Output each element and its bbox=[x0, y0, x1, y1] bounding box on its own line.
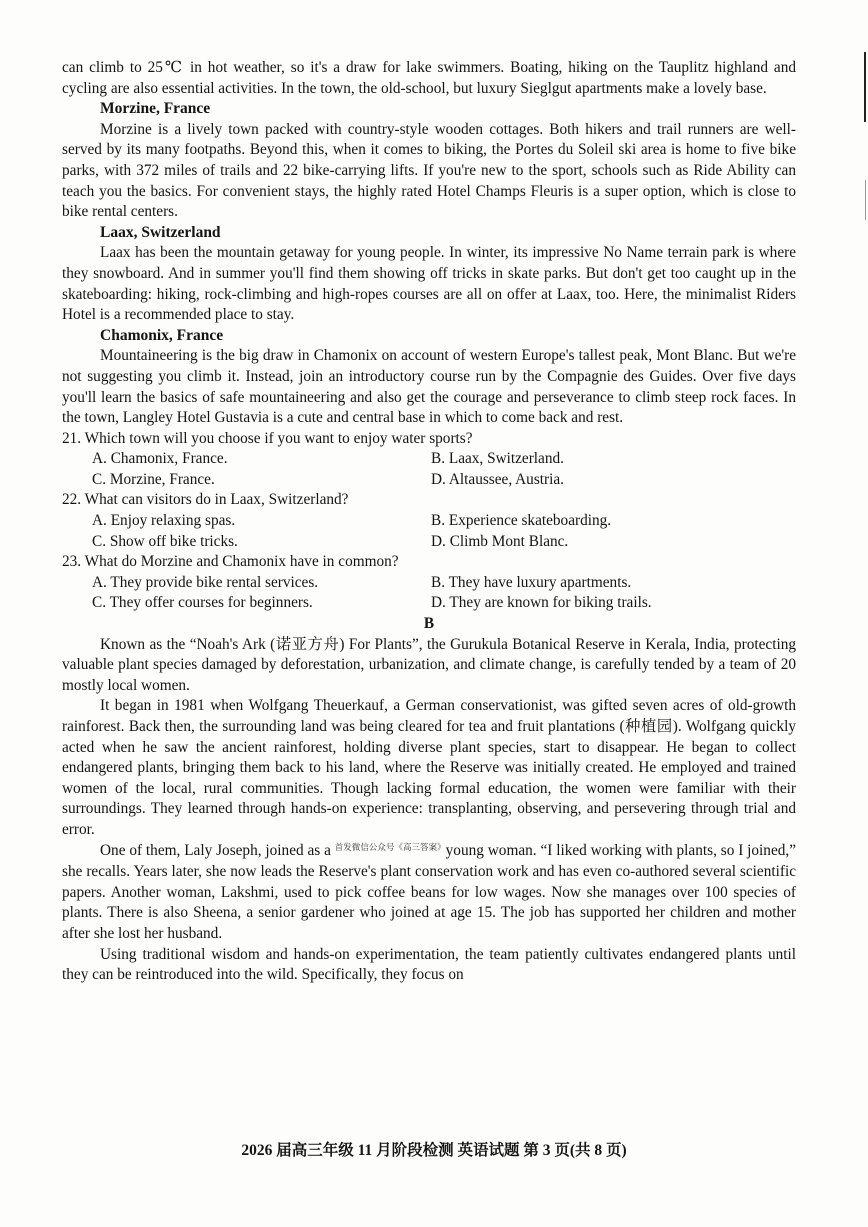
paragraph-text: One of them, Laly Joseph, joined as a bbox=[100, 841, 335, 859]
page-footer: 2026 届高三年级 11 月阶段检测 英语试题 第 3 页(共 8 页) bbox=[241, 1142, 627, 1159]
paragraph-chamonix: Mountaineering is the big draw in Chamonix on account of western Europe's tallest peak, Mont Blanc. But we're not suggesting you climb it. Instead, join an introductory course run by the Compagnie des Guides. Over five days you'll learn the basics of safe mountaineering and also get the courage and perseverance to climb steep rock faces. In the town, Langley Hotel Gustavia is a cute and central base in which to come back and rest. bbox=[62, 347, 796, 427]
heading-morzine: Morzine, France bbox=[100, 100, 211, 118]
passage-b-paragraph-3 bbox=[62, 841, 796, 945]
option-a: A. Chamonix, France. bbox=[92, 450, 228, 468]
question-stem: 22. What can visitors do in Laax, Switzerland? bbox=[62, 491, 349, 509]
options bbox=[62, 449, 796, 490]
options bbox=[62, 511, 796, 552]
option-a: A. They provide bike rental services. bbox=[92, 573, 319, 591]
paragraph-laax: Laax has been the mountain getaway for young people. In winter, its impressive No Name terrain park is where they snowboard. And in summer you'll find them showing off tricks in skate parks. But don't get too caught up in the skateboarding: hiking, rock-climbing and high-ropes courses are all on offer at Laax, too. Here, the minimalist Riders Hotel is a recommended place to stay. bbox=[62, 244, 796, 324]
option-c: C. Morzine, France. bbox=[92, 470, 215, 488]
paragraph-morzine: Morzine is a lively town packed with country-style wooden cottages. Both hikers and trail runners are well-served by its many footpaths. Beyond this, when it comes to biking, the Portes du Soleil ski area is home to five bike parks, with 372 miles of trails and 22 bike-carrying lifts. If you're new to the sport, schools such as Ride Ability can teach you the basics. For convenient stays, the highly rated Hotel Champs Fleuris is a super option, which is close to bike rental centers. bbox=[62, 120, 796, 221]
question-22 bbox=[62, 490, 796, 552]
exam-page bbox=[62, 58, 796, 986]
watermark: 首发微信公众号《高三答案》 bbox=[334, 841, 446, 852]
heading-laax: Laax, Switzerland bbox=[100, 223, 221, 241]
paragraph-text: young woman. “I liked working with plants, so I joined,” she recalls. Years later, she now leads the Reserve's plant conservation work and has even co-authored several scientific papers. Another woman, Lakshmi, used to pick coffee beans for low wages. Now she manages over 100 species of plants. There is also Sheena, a senior gardener who joined at age 15. The job has supported her children and mother after she lost her husband. bbox=[62, 841, 797, 942]
option-b: B. Experience skateboarding. bbox=[431, 512, 612, 530]
option-d: D. Altaussee, Austria. bbox=[431, 470, 564, 488]
option-c: C. They offer courses for beginners. bbox=[92, 594, 313, 612]
scan-edge-mark bbox=[864, 52, 866, 122]
option-b: B. They have luxury apartments. bbox=[431, 573, 632, 591]
option-c: C. Show off bike tricks. bbox=[92, 532, 238, 550]
heading-chamonix: Chamonix, France bbox=[100, 326, 224, 344]
option-b: B. Laax, Switzerland. bbox=[431, 450, 564, 468]
question-21 bbox=[62, 429, 796, 491]
section-b-label: B bbox=[423, 615, 435, 633]
options bbox=[62, 573, 796, 614]
passage-b-paragraph-2: It began in 1981 when Wolfgang Theuerkauf, a German conservationist, was gifted seven acres of old-growth rainforest. Back then, the surrounding land was being cleared for tea and fruit plantations (种植园). Wolfgang quickly acted when he saw the ancient rainforest, holding diverse plant species, start to disappear. He began to collect endangered plants, bringing them back to his land, where the Reserve was initially created. He employed and trained women of the local, rural communities. Though lacking formal education, the women were familiar with their surroundings. They learned through hands-on experience: transplanting, observing, and persevering through trial and error. bbox=[62, 697, 796, 838]
question-stem: 23. What do Morzine and Chamonix have in common? bbox=[62, 553, 399, 571]
option-d: D. They are known for biking trails. bbox=[431, 594, 652, 612]
option-d: D. Climb Mont Blanc. bbox=[431, 532, 569, 550]
passage-b-paragraph-4: Using traditional wisdom and hands-on experimentation, the team patiently cultivates endangered plants until they can be reintroduced into the wild. Specifically, they focus on bbox=[62, 945, 796, 984]
question-stem: 21. Which town will you choose if you want to enjoy water sports? bbox=[62, 429, 473, 447]
question-23 bbox=[62, 552, 796, 614]
passage-b-paragraph-1: Known as the “Noah's Ark (诺亚方舟) For Plants”, the Gurukula Botanical Reserve in Kerala, India, protecting valuable plant species damaged by deforestation, urbanization, and climate change, is carefully tended by a team of 20 mostly local women. bbox=[62, 635, 796, 694]
passage-a-continued: can climb to 25℃ in hot weather, so it's a draw for lake swimmers. Boating, hiking on the Tauplitz highland and cycling are also essential activities. In the town, the old-school, but luxury Sieglgut apartments make a lovely base. bbox=[62, 59, 796, 97]
option-a: A. Enjoy relaxing spas. bbox=[92, 512, 236, 530]
scan-edge-mark bbox=[865, 180, 866, 220]
